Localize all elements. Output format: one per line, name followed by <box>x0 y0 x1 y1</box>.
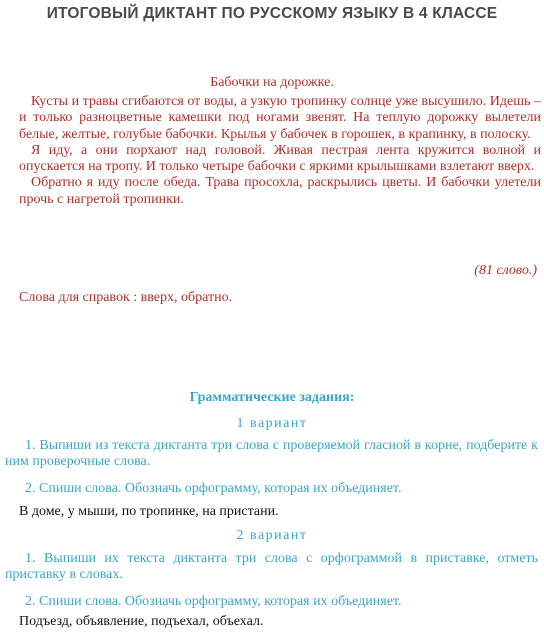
dictation-paragraph-2: Я иду, а они порхают над головой. Живая пестрая лента кружится волной и опускается на тропу. И только четыре бабочки с яркими крылышками взлетают вверх. <box>19 142 541 175</box>
variant-2-task-2-text: 2. Спиши слова. Обозначь орфограмму, которая их объединяет. <box>25 594 402 609</box>
reference-words: Слова для справок : вверх, обратно. <box>19 290 233 305</box>
grammar-title: Грамматические задания: <box>189 390 355 405</box>
variant-2-task-1 <box>5 551 538 584</box>
variant-1-task-2 <box>5 481 538 497</box>
variant-1-label: 1 вариант <box>236 416 308 431</box>
word-count: (81 слово.) <box>474 263 537 278</box>
variant-1-task-2-text: 2. Спиши слова. Обозначь орфограмму, которая их объединяет. <box>25 481 402 496</box>
dictation-paragraph-1: Кусты и травы сгибаются от воды, а узкую тропинку солнце уже высушило. Идешь – и только разноцветные камешки под ногами звенят. На теплую дорожку вылетели белые, желтые, голубые бабочки. Крылья у бабочек в горошек, в крапинку, в полоску. <box>19 94 541 142</box>
variant-1-task-1-text: 1. Выпиши из текста диктанта три слова с проверяемой гласной в корне, подберите к ним проверочные слова. <box>5 438 538 470</box>
dictation-paragraph-3: Обратно я иду после обеда. Трава просохла, раскрылись цветы. И бабочки улетели прочь с нагретой тропинки. <box>19 175 541 207</box>
dictation-title: Бабочки на дорожке. <box>210 75 334 90</box>
variant-2-label: 2 вариант <box>236 528 308 543</box>
variant-2-task-1-text: 1. Выпиши их текста диктанта три слова с орфограммой в приставке, отметь приставку в словах. <box>5 551 538 583</box>
variant-2-words: Подъезд, объявление, подъехал, объехал. <box>19 614 264 629</box>
variant-1-task-1 <box>5 438 538 471</box>
variant-1-words: В доме, у мыши, по тропинке, на пристани. <box>19 504 279 519</box>
dictation-text <box>19 94 541 208</box>
page-title: ИТОГОВЫЙ ДИКТАНТ ПО РУССКОМУ ЯЗЫКУ В 4 КЛАССЕ <box>46 5 498 22</box>
variant-2-task-2 <box>5 594 538 610</box>
